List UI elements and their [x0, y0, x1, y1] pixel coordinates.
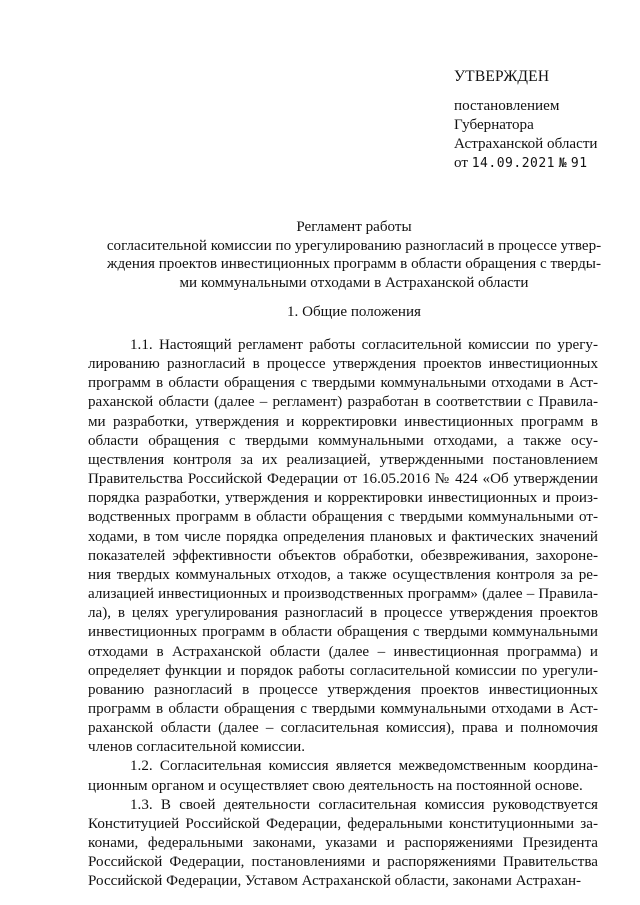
approval-number-sign: №: [558, 156, 568, 171]
paragraph-line: конами, федеральными законами, указами и распоряжениями Президента: [88, 835, 598, 852]
approval-date: 14.09.2021: [471, 156, 556, 171]
approval-line-3: Астраханской области: [454, 136, 598, 152]
document-body: [88, 336, 598, 892]
paragraph-line: ми разработки, утверждения и корректировки инвестиционных программ в: [88, 413, 598, 430]
title-line-4: ми коммунальными отходами в Астраханской области: [179, 274, 529, 291]
title-line-2: согласительной комиссии по урегулированию разногласий в процессе утвер-: [106, 237, 602, 254]
approval-heading: УТВЕРЖДЕН: [454, 68, 550, 85]
title-line-1: Регламент работы: [296, 219, 412, 235]
paragraph-line: определяет функции и порядок работы согласительной комиссии по урегули-: [88, 662, 598, 679]
paragraph-line: ционным органом и осуществляет свою деятельность на постоянной основе.: [88, 777, 583, 794]
paragraph-line: Конституцией Российской Федерации, федеральными конституционными за-: [88, 815, 598, 832]
paragraph-line: показателей эффективности объектов обработки, обезвреживания, захороне-: [88, 547, 598, 564]
approval-line-1: постановлением: [454, 98, 560, 114]
approval-line-2: Губернатора: [454, 117, 534, 133]
paragraph-line: лированию разногласий в процессе утверждения проектов инвестиционных: [88, 356, 598, 373]
approval-number: 91: [570, 156, 588, 171]
paragraph-line: 1.1. Настоящий регламент работы согласительной комиссии по урегу-: [130, 337, 598, 353]
paragraph-1-3: [88, 796, 598, 892]
approval-date-prefix: от: [454, 155, 468, 171]
paragraph-line: ществления контроля за их реализацией, утвержденными постановлением: [88, 451, 598, 468]
paragraph-line: членов согласительной комиссии.: [88, 739, 305, 756]
paragraph-line: Российской Федерации, постановлениями и распоряжениями Правительства: [88, 854, 598, 871]
paragraph-line: раханской области (далее – регламент) разработан в соответствии с Правила-: [88, 394, 598, 411]
paragraph-line: ходами, в том числе порядка определения плановых и фактических значений: [88, 528, 598, 545]
paragraph-line: раханской области (далее – согласительная комиссия), права и полномочия: [88, 720, 598, 737]
paragraph-line: порядка разработки, утверждения и корректировки инвестиционных и произ-: [88, 490, 598, 507]
section-heading: 1. Общие положения: [286, 304, 421, 320]
paragraph-line: Правительства Российской Федерации от 16.05.2016 № 424 «Об утверждении: [88, 471, 598, 488]
paragraph-line: рованию разногласий в процессе утверждения проектов инвестиционных: [88, 681, 598, 698]
paragraph-line: отходами в Астраханской области (далее – инвестиционная программа) и: [88, 643, 598, 660]
paragraph-line: ния твердых коммунальных отходов, а также осуществления контроля за ре-: [88, 566, 598, 583]
paragraph-line: инвестиционных программ в области обращения с твердыми коммунальными: [88, 624, 598, 641]
approval-date-line: [454, 154, 634, 173]
paragraph-line: ла), в целях урегулирования разногласий в процессе утверждения проектов: [88, 605, 598, 622]
document-title: [82, 218, 626, 292]
paragraph-line: области обращения с твердыми коммунальными отходами, а также осу-: [88, 432, 598, 449]
paragraph-line: Российской Федерации, Уставом Астраханской области, законами Астрахан-: [88, 873, 582, 890]
paragraph-line: водственных программ в области обращения с твердыми коммунальными от-: [88, 509, 598, 526]
paragraph-1-1: [88, 336, 598, 757]
approval-stamp: [454, 67, 634, 173]
paragraph-line: программ в области обращения с твердыми коммунальными отходами в Аст-: [88, 700, 598, 717]
paragraph-line: 1.2. Согласительная комиссия является межведомственным координа-: [130, 758, 598, 775]
paragraph-line: ализацией инвестиционных и производственных программ» (далее – Правила-: [88, 586, 598, 603]
title-line-3: ждения проектов инвестиционных программ в области обращения с тверды-: [107, 256, 601, 272]
paragraph-line: программ в области обращения с твердыми коммунальными отходами в Аст-: [88, 375, 598, 392]
paragraph-1-2: [88, 757, 598, 795]
paragraph-line: 1.3. В своей деятельности согласительная комиссия руководствуется: [130, 796, 598, 813]
